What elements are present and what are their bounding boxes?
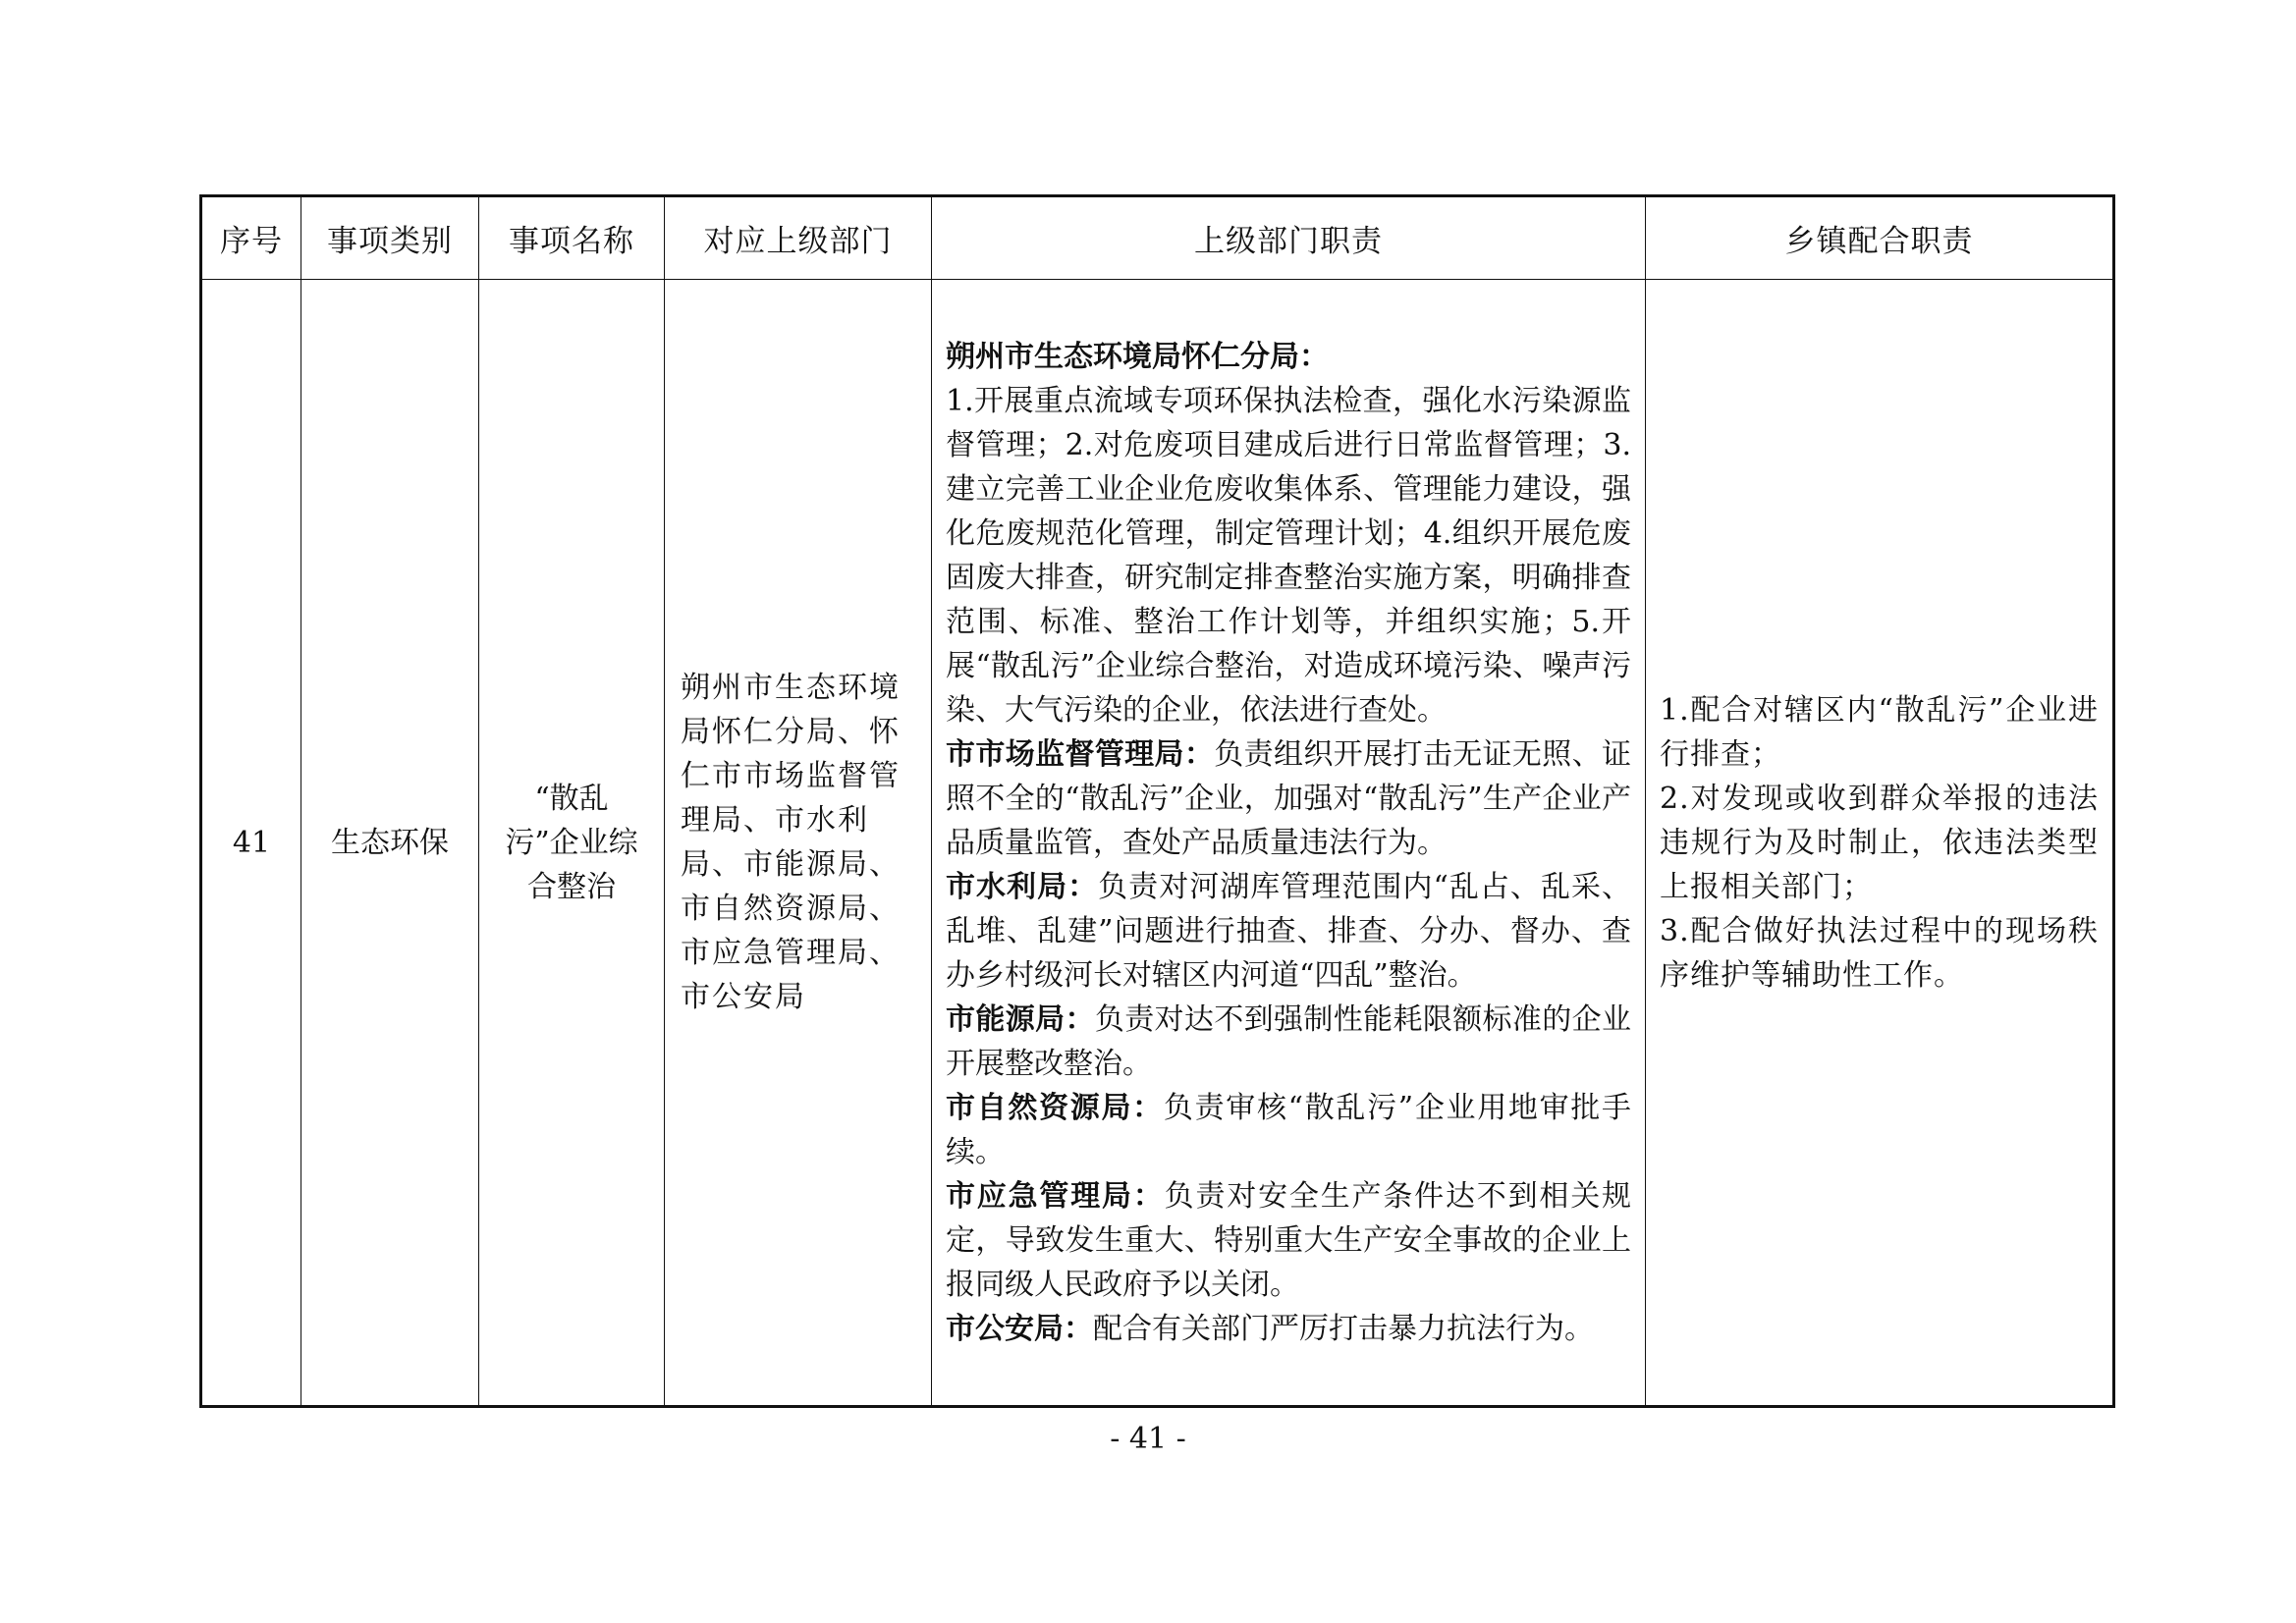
table-row (201, 280, 2114, 1407)
header-category: 事项类别 (301, 196, 479, 280)
duty-dept-label: 市水利局： (946, 869, 1099, 904)
cell-town-duties (1646, 280, 2114, 1407)
duty-paragraph (946, 1174, 1631, 1307)
cell-number: 41 (201, 280, 301, 1407)
duty-text: 负责对安全生产条件达不到相关规定，导致发生重大、特别重大生产安全事故的企业上报同级人民政府予以关闭。 (946, 1178, 1632, 1302)
header-duties: 上级部门职责 (932, 196, 1646, 280)
duty-paragraph (946, 865, 1631, 998)
duty-text: 负责对河湖库管理范围内“乱占、乱采、乱堆、乱建”问题进行抽查、排查、分办、督办、查办乡村级河长对辖区内河道“四乱”整治。 (946, 869, 1631, 993)
cell-category: 生态环保 (301, 280, 479, 1407)
duty-text: 1.开展重点流域专项环保执法检查，强化水污染源监督管理；2.对危废项目建成后进行日常监督管理；3.建立完善工业企业危废收集体系、管理能力建设，强化危废规范化管理，制定管理计划；4.组织开展危废固废大排查，研究制定排查整治实施方案，明确排查范围、标准、整治工作计划等，并组织实施；5.开展“散乱污”企业综合整治，对造成环境污染、噪声污染、大气污染的企业，依法进行查处。 (946, 383, 1631, 728)
duty-dept-label: 市公安局： (946, 1311, 1093, 1346)
duty-table (199, 194, 2115, 1408)
duty-text: 负责审核“散乱污”企业用地审批手续。 (946, 1090, 1631, 1169)
duty-paragraph (946, 1086, 1631, 1174)
duty-dept-label: 市能源局： (946, 1001, 1095, 1037)
header-departments: 对应上级部门 (665, 196, 932, 280)
town-duty-item: 2.对发现或收到群众举报的违法违规行为及时制止，依违法类型上报相关部门； (1660, 781, 2099, 904)
header-number: 序号 (201, 196, 301, 280)
duty-paragraph (946, 998, 1631, 1086)
town-duty-item: 3.配合做好执法过程中的现场秩序维护等辅助性工作。 (1660, 913, 2099, 993)
duty-text: 配合有关部门严厉打击暴力抗法行为。 (1093, 1311, 1594, 1346)
duty-text: 负责对达不到强制性能耗限额标准的企业开展整改整治。 (946, 1001, 1632, 1081)
duty-dept-label: 市自然资源局： (946, 1090, 1164, 1125)
duty-paragraph (946, 732, 1631, 865)
duty-dept-label: 市应急管理局： (946, 1178, 1165, 1214)
duty-paragraph (946, 1307, 1631, 1351)
cell-duties (932, 280, 1646, 1407)
duty-paragraph (946, 335, 1631, 379)
duty-dept-label: 市市场监督管理局： (946, 736, 1215, 772)
duty-dept-label: 朔州市生态环境局怀仁分局： (946, 339, 1329, 374)
duty-text: 负责组织开展打击无证无照、证照不全的“散乱污”企业，加强对“散乱污”生产企业产品质量监管，查处产品质量违法行为。 (946, 736, 1632, 860)
header-town-duties: 乡镇配合职责 (1646, 196, 2114, 280)
duty-paragraph (946, 379, 1631, 732)
table-header-row (201, 196, 2114, 280)
cell-departments: 朔州市生态环境局怀仁分局、怀仁市市场监督管理局、市水利局、市能源局、市自然资源局、市应急管理局、市公安局 (665, 280, 932, 1407)
cell-item-name: “散乱污”企业综合整治 (479, 280, 665, 1407)
town-duty-item: 1.配合对辖区内“散乱污”企业进行排查； (1660, 692, 2099, 772)
page-number: - 41 - (1110, 1422, 1186, 1456)
header-item-name: 事项名称 (479, 196, 665, 280)
